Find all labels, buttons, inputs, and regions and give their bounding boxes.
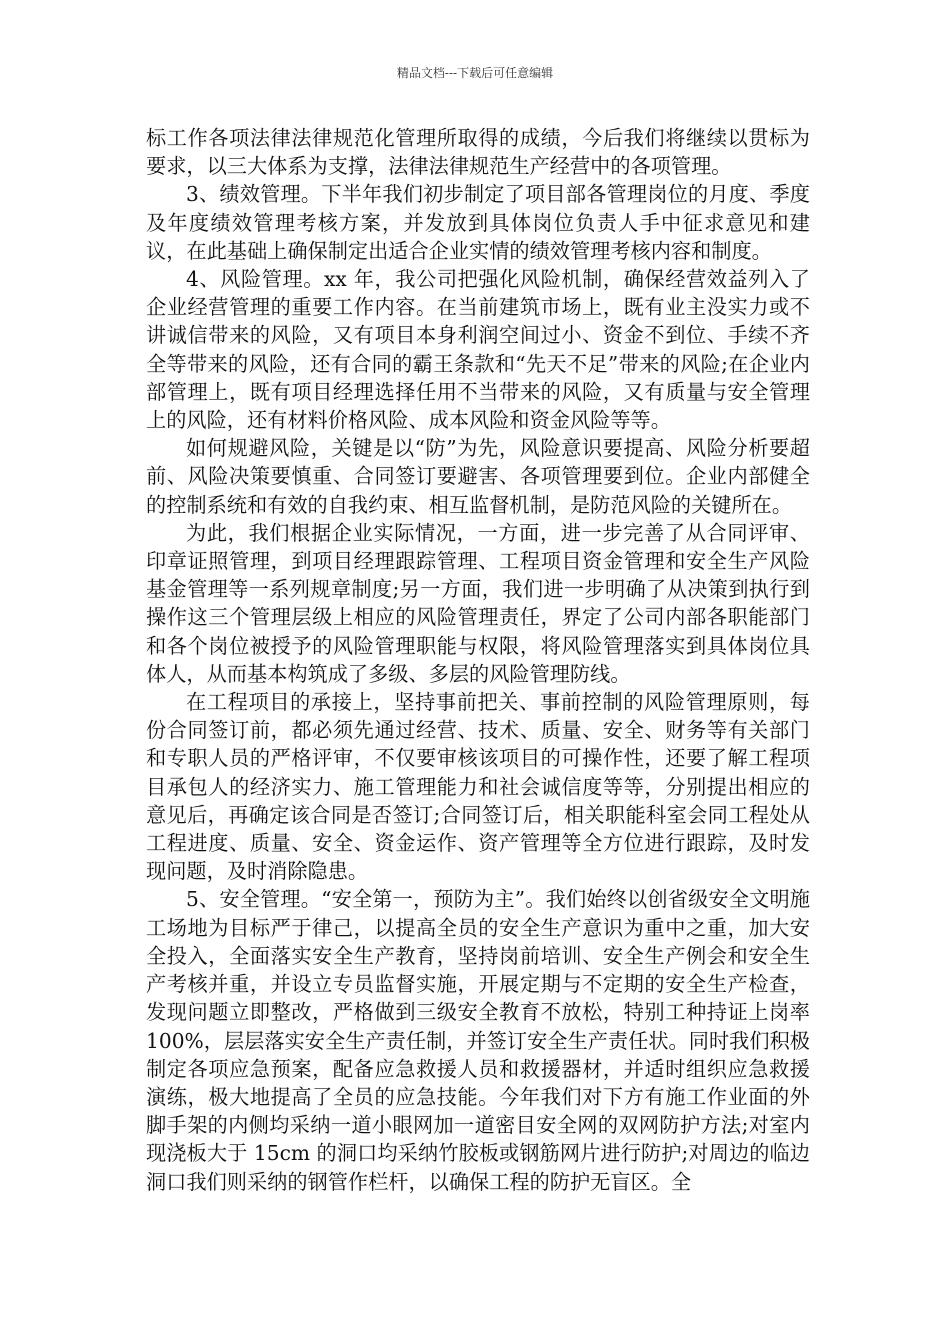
paragraph-risk-avoidance: 如何规避风险，关键是以“防”为先，风险意识要提高、风险分析要超前、风险决策要慎重、合同签订要避害、各项管理要到位。企业内部健全的控制系统和有效的自我约束、相互监督机制，是防范风险的关键所在。	[146, 436, 810, 517]
document-body	[146, 124, 810, 1196]
page-header: 精品文档---下载后可任意编辑	[396, 66, 554, 80]
paragraph-risk-measures: 为此，我们根据企业实际情况，一方面，进一步完善了从合同评审、印章证照管理，到项目经理跟踪管理、工程项目资金管理和安全生产风险基金管理等一系列规章制度;另一方面，我们进一步明确了从决策到执行到操作这三个管理层级上相应的风险管理责任，界定了公司内部各职能部门和各个岗位被授予的风险管理职能与权限，将风险管理落实到具体岗位具体人，从而基本构筑成了多级、多层的风险管理防线。	[146, 520, 810, 686]
paragraph-safety-management: 5、安全管理。“安全第一，预防为主”。我们始终以创省级安全文明施工场地为目标严于律己，以提高全员的安全生产意识为重中之重，加大安全投入，全面落实安全生产教育，坚持岗前培训、安全生产例会和安全生产考核并重，并设立专员监督实施，开展定期与不定期的安全生产检查，发现问题立即整改，严格做到三级安全教育不放松，特别工种持证上岗率 100%，层层落实安全生产责任制，并签订安全生产责任状。同时我们积极制定各项应急预案，配备应急救援人员和救援器材，并适时组织应急救援演练，极大地提高了全员的应急技能。今年我们对下方有施工作业面的外脚手架的内侧均采纳一道小眼网加一道密目安全网的双网防护方法;对室内现浇板大于 15cm 的洞口均采纳竹胶板或钢筋网片进行防护;对周边的临边洞口我们则采纳的钢管作栏杆，以确保工程的防护无盲区。全	[146, 887, 810, 1194]
paragraph-performance-management: 3、绩效管理。下半年我们初步制定了项目部各管理岗位的月度、季度及年度绩效管理考核方案，并发放到具体岗位负责人手中征求意见和建议，在此基础上确保制定出适合企业实情的绩效管理考核内容和制度。	[146, 182, 810, 263]
paragraph-continuation: 标工作各项法律法律规范化管理所取得的成绩，今后我们将继续以贯标为要求，以三大体系为支撑，法律法律规范生产经营中的各项管理。	[146, 126, 810, 179]
paragraph-risk-management: 4、风险管理。xx 年，我公司把强化风险机制，确保经营效益列入了企业经营管理的重要工作内容。在当前建筑市场上，既有业主没实力或不讲诚信带来的风险，又有项目本身利润空间过小、资金不到位、手续不齐全等带来的风险，还有合同的霸王条款和“先天不足”带来的风险;在企业内部管理上，既有项目经理选择任用不当带来的风险，又有质量与安全管理上的风险，还有材料价格风险、成本风险和资金风险等等。	[146, 267, 810, 433]
paragraph-project-contracting: 在工程项目的承接上，坚持事前把关、事前控制的风险管理原则，每份合同签订前，都必须先通过经营、技术、质量、安全、财务等有关部门和专职人员的严格评审，不仅要审核该项目的可操作性，还要了解工程项目承包人的经济实力、施工管理能力和社会诚信度等等，分别提出相应的意见后，再确定该合同是否签订;合同签订后，相关职能科室会同工程处从工程进度、质量、安全、资金运作、资产管理等全方位进行跟踪，及时发现问题，及时消除隐患。	[146, 690, 810, 884]
